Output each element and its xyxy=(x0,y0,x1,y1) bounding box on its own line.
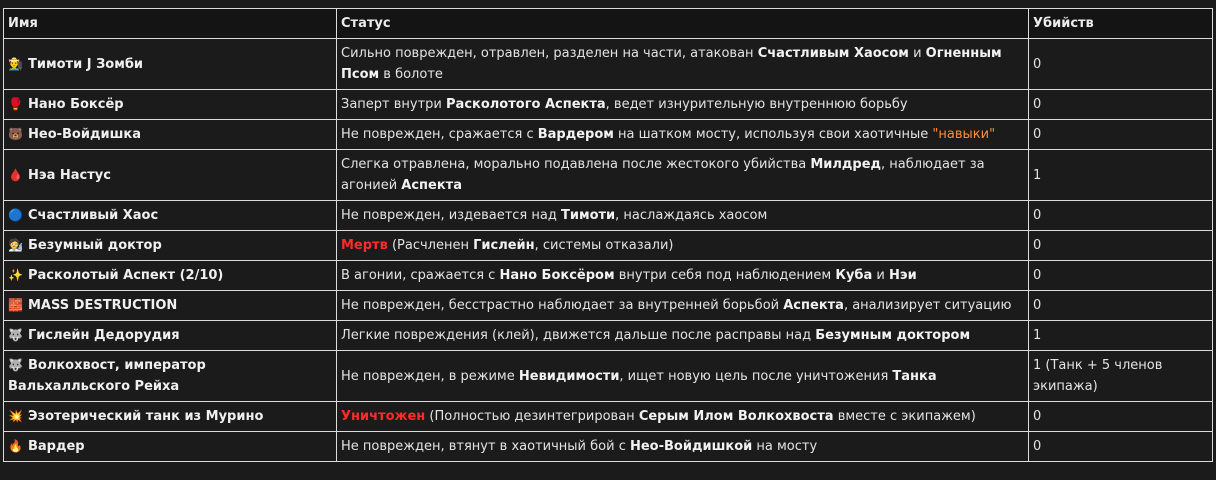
row-status-cell xyxy=(337,150,1029,201)
fire-icon: 🔥 xyxy=(8,439,23,453)
row-kills-cell: 1 (Танк + 5 членов экипажа) xyxy=(1029,351,1213,402)
status-text: Слегка отравлена, морально подавлена после жестокого убийства xyxy=(341,157,811,172)
row-status-cell xyxy=(337,432,1029,462)
status-highlight: Расколотого Аспекта xyxy=(446,97,606,112)
row-name-cell xyxy=(4,231,337,261)
header-status: Статус xyxy=(337,9,1029,39)
table-row xyxy=(4,120,1213,150)
row-status-cell xyxy=(337,39,1029,90)
table-row xyxy=(4,90,1213,120)
status-highlight: Куба xyxy=(835,268,873,283)
status-highlight: Нано Боксёром xyxy=(499,268,615,283)
status-table xyxy=(3,8,1213,462)
boxing-glove-icon: 🥊 xyxy=(8,97,23,111)
row-name: Эзотерический танк из Мурино xyxy=(28,409,264,424)
status-text: (Полностью дезинтегрирован xyxy=(425,409,639,424)
status-text: , анализирует ситуацию xyxy=(843,298,1012,313)
status-highlight: Нэи xyxy=(888,268,917,283)
status-text: в болоте xyxy=(379,67,443,82)
table-row xyxy=(4,432,1213,462)
status-text: Не поврежден, сражается с xyxy=(341,127,538,142)
status-text: на шатком мосту, используя свои хаотичные xyxy=(613,127,933,142)
status-text: и xyxy=(872,268,889,283)
table-row xyxy=(4,321,1213,351)
status-text: , наслаждаясь хаосом xyxy=(615,208,768,223)
row-name: MASS DESTRUCTION xyxy=(28,298,178,313)
row-name-cell xyxy=(4,150,337,201)
status-highlight: Счастливым Хаосом xyxy=(757,46,909,61)
table-body xyxy=(4,39,1213,462)
status-text: Не поврежден, в режиме xyxy=(341,368,519,384)
status-text: и xyxy=(908,46,926,61)
row-name-cell xyxy=(4,39,337,90)
row-name-cell xyxy=(4,402,337,432)
bear-icon: 🐻 xyxy=(8,127,23,141)
row-kills-cell: 0 xyxy=(1029,432,1213,462)
row-name: Нано Боксёр xyxy=(28,97,124,112)
status-highlight: Огненным Псом xyxy=(341,46,1002,82)
status-text: Не поврежден, бесстрастно наблюдает за внутренней борьбой xyxy=(341,298,784,313)
row-kills-cell: 1 xyxy=(1029,150,1213,201)
row-status-cell xyxy=(337,351,1029,402)
row-name-cell xyxy=(4,351,337,402)
row-name: Расколотый Аспект (2/10) xyxy=(28,268,224,283)
status-highlight: Вардером xyxy=(537,127,614,142)
row-status-cell xyxy=(337,321,1029,351)
row-name-cell xyxy=(4,90,337,120)
status-text: Не поврежден, втянут в хаотичный бой с xyxy=(341,439,630,454)
row-name-cell xyxy=(4,261,337,291)
row-status-cell xyxy=(337,201,1029,231)
row-status-cell xyxy=(337,291,1029,321)
status-highlight: Невидимости xyxy=(518,368,620,384)
wolf-icon: 🐺 xyxy=(8,358,23,372)
table-row xyxy=(4,291,1213,321)
status-highlight: Безумным доктором xyxy=(815,328,971,343)
row-name: Нэа Настус xyxy=(28,167,111,183)
table-row xyxy=(4,39,1213,90)
row-name: Гислейн Дедорудия xyxy=(28,328,180,343)
row-name: Вардер xyxy=(28,439,85,454)
table-row xyxy=(4,231,1213,261)
status-highlight: Мертв xyxy=(341,238,388,253)
status-text: , наблюдает за агонией xyxy=(341,157,985,193)
table-row xyxy=(4,201,1213,231)
explosion-icon: 💥 xyxy=(8,409,23,423)
row-name: Счастливый Хаос xyxy=(28,208,159,223)
status-highlight: Танка xyxy=(892,368,937,384)
row-kills-cell: 0 xyxy=(1029,261,1213,291)
row-name-cell xyxy=(4,291,337,321)
row-name-cell xyxy=(4,321,337,351)
row-name: Волкохвост, император Вальхалльского Рейха xyxy=(8,358,206,394)
status-highlight: Милдред xyxy=(810,157,882,172)
table-row xyxy=(4,150,1213,201)
header-kills: Убийств xyxy=(1029,9,1213,39)
row-kills-cell: 0 xyxy=(1029,201,1213,231)
row-status-cell xyxy=(337,120,1029,150)
row-kills-cell: 0 xyxy=(1029,402,1213,432)
status-text: внутри себя под наблюдением xyxy=(614,268,836,283)
brick-icon: 🧱 xyxy=(8,298,23,312)
status-highlight: Тимоти xyxy=(560,208,616,223)
status-text: Заперт внутри xyxy=(341,97,447,112)
row-kills-cell: 0 xyxy=(1029,291,1213,321)
blue-orb-icon: 🔵 xyxy=(8,208,23,222)
person-farmer-icon: 👨‍🌾 xyxy=(8,56,23,71)
table-header-row xyxy=(4,9,1213,39)
status-highlight: "навыки" xyxy=(932,127,996,142)
row-status-cell xyxy=(337,402,1029,432)
status-text: (Расчленен xyxy=(387,238,474,253)
row-name-cell xyxy=(4,120,337,150)
row-status-cell xyxy=(337,261,1029,291)
status-text: Легкие повреждения (клей), движется дальше после расправы над xyxy=(341,328,816,343)
table-row xyxy=(4,351,1213,402)
status-text: В агонии, сражается с xyxy=(341,268,500,283)
sparkles-icon: ✨ xyxy=(8,268,23,282)
row-kills-cell: 0 xyxy=(1029,120,1213,150)
status-text: , ищет новую цель после уничтожения xyxy=(619,368,893,384)
row-kills-cell: 1 xyxy=(1029,321,1213,351)
status-text: Не поврежден, издевается над xyxy=(341,208,561,223)
status-text: на мосту xyxy=(752,439,818,454)
status-highlight: Аспекта xyxy=(783,298,844,313)
row-status-cell xyxy=(337,90,1029,120)
table-row xyxy=(4,402,1213,432)
status-text: вместе с экипажем) xyxy=(833,409,976,424)
status-text: Сильно поврежден, отравлен, разделен на части, атакован xyxy=(341,46,758,61)
status-text: , ведет изнурительную внутреннюю борьбу xyxy=(605,97,908,112)
status-text: , системы отказали) xyxy=(534,238,674,253)
wolf-icon: 🐺 xyxy=(8,328,23,342)
status-highlight: Гислейн xyxy=(473,238,535,253)
row-name: Тимоти J Зомби xyxy=(28,56,144,72)
row-name: Нео-Войдишка xyxy=(28,127,141,142)
row-kills-cell: 0 xyxy=(1029,90,1213,120)
status-table-container xyxy=(3,8,1212,462)
row-kills-cell: 0 xyxy=(1029,231,1213,261)
header-name: Имя xyxy=(4,9,337,39)
row-name: Безумный доктор xyxy=(28,238,162,253)
status-highlight: Уничтожен xyxy=(341,409,426,424)
status-highlight: Нео-Войдишкой xyxy=(629,439,753,454)
row-status-cell xyxy=(337,231,1029,261)
row-name-cell xyxy=(4,432,337,462)
row-name-cell xyxy=(4,201,337,231)
table-row xyxy=(4,261,1213,291)
status-highlight: Серым Илом Волкохвоста xyxy=(638,409,834,424)
scientist-icon: 🧑‍🔬 xyxy=(8,238,23,252)
status-highlight: Аспекта xyxy=(401,178,462,193)
blood-drop-icon: 🩸 xyxy=(8,167,23,182)
row-kills-cell: 0 xyxy=(1029,39,1213,90)
